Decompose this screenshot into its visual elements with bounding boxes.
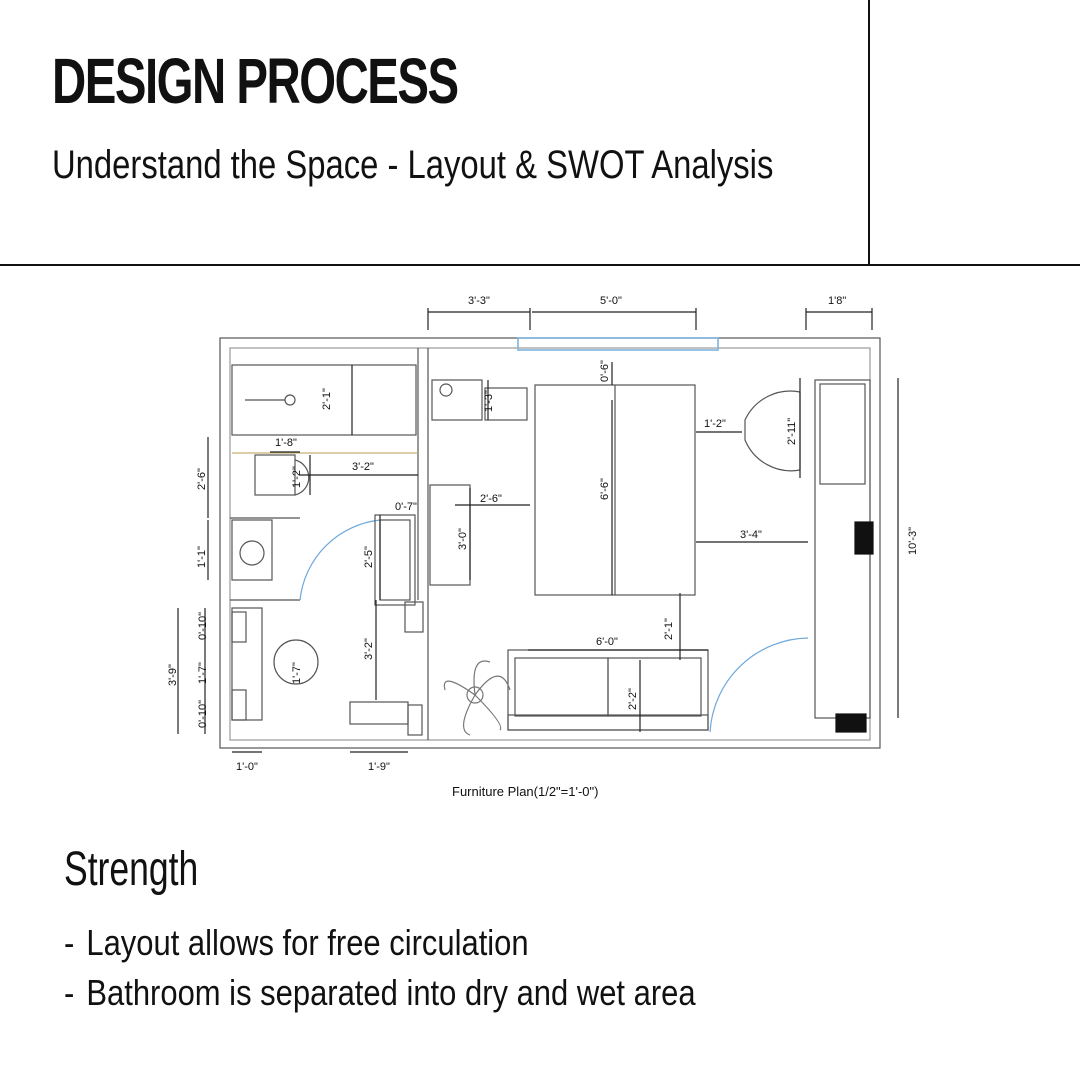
dim-label: 10'-3" bbox=[907, 526, 919, 555]
dim-label: 3'-9" bbox=[167, 664, 179, 686]
bullet-text: Bathroom is separated into dry and wet area bbox=[86, 972, 696, 1013]
dim-label: 1'-2" bbox=[704, 418, 726, 430]
dim-label: 3'-4" bbox=[740, 529, 762, 541]
page-title: DESIGN PROCESS bbox=[52, 45, 458, 117]
dim-label: 2'-6" bbox=[480, 493, 502, 505]
bullet-text: Layout allows for free circulation bbox=[86, 922, 529, 963]
dim-label: 2'-11" bbox=[786, 417, 798, 445]
bullet-marker: - bbox=[64, 972, 75, 1013]
dim-label: 2'-1" bbox=[663, 618, 675, 640]
dim-label: 2'-6" bbox=[196, 468, 208, 490]
bullet-marker: - bbox=[64, 922, 75, 963]
list-item bbox=[64, 968, 696, 1018]
header-divider-vertical bbox=[868, 0, 870, 265]
dim-label: 3'-2" bbox=[352, 461, 374, 473]
furniture-plan bbox=[150, 285, 930, 805]
dim-label: 1'8" bbox=[828, 295, 847, 307]
outer-wall bbox=[220, 338, 880, 748]
dim-label: 1'-8" bbox=[275, 437, 297, 449]
dim-label: 0'-10" bbox=[197, 699, 209, 728]
strength-list bbox=[64, 918, 798, 1018]
dim-label: 3'-2" bbox=[363, 638, 375, 660]
section-heading: Strength bbox=[64, 843, 199, 896]
dim-label: 0'-6" bbox=[599, 360, 611, 382]
dim-label: 1'-7" bbox=[197, 662, 209, 684]
dim-label: 6'-6" bbox=[599, 478, 611, 500]
dim-label: 2'-5" bbox=[363, 546, 375, 568]
dim-label: 2'-1" bbox=[321, 388, 333, 410]
dim-label: 3'-3" bbox=[468, 295, 490, 307]
floor-plan-drawing bbox=[150, 285, 930, 805]
dim-label: 1'-3" bbox=[483, 390, 495, 412]
plan-caption: Furniture Plan(1/2"=1'-0") bbox=[452, 784, 599, 799]
dimension-labels bbox=[167, 295, 919, 773]
dim-label: 1'-9" bbox=[368, 761, 390, 773]
page-subtitle: Understand the Space - Layout & SWOT Analysis bbox=[52, 143, 774, 187]
dim-label: 1'-0" bbox=[236, 761, 258, 773]
header-divider-horizontal bbox=[0, 264, 1080, 266]
dim-label: 5'-0" bbox=[600, 295, 622, 307]
plant bbox=[444, 661, 510, 735]
dim-label: 6'-0" bbox=[596, 636, 618, 648]
dim-label: 1'-1" bbox=[196, 546, 208, 568]
dim-label: 1'-2" bbox=[291, 466, 303, 488]
dim-label: 2'-2" bbox=[627, 688, 639, 710]
dim-label: 1'-7" bbox=[291, 662, 303, 684]
dim-label: 3'-0" bbox=[457, 528, 469, 550]
dim-label: 0'-10" bbox=[197, 611, 209, 640]
list-item bbox=[64, 918, 696, 968]
dim-label: 0'-7" bbox=[395, 501, 417, 513]
